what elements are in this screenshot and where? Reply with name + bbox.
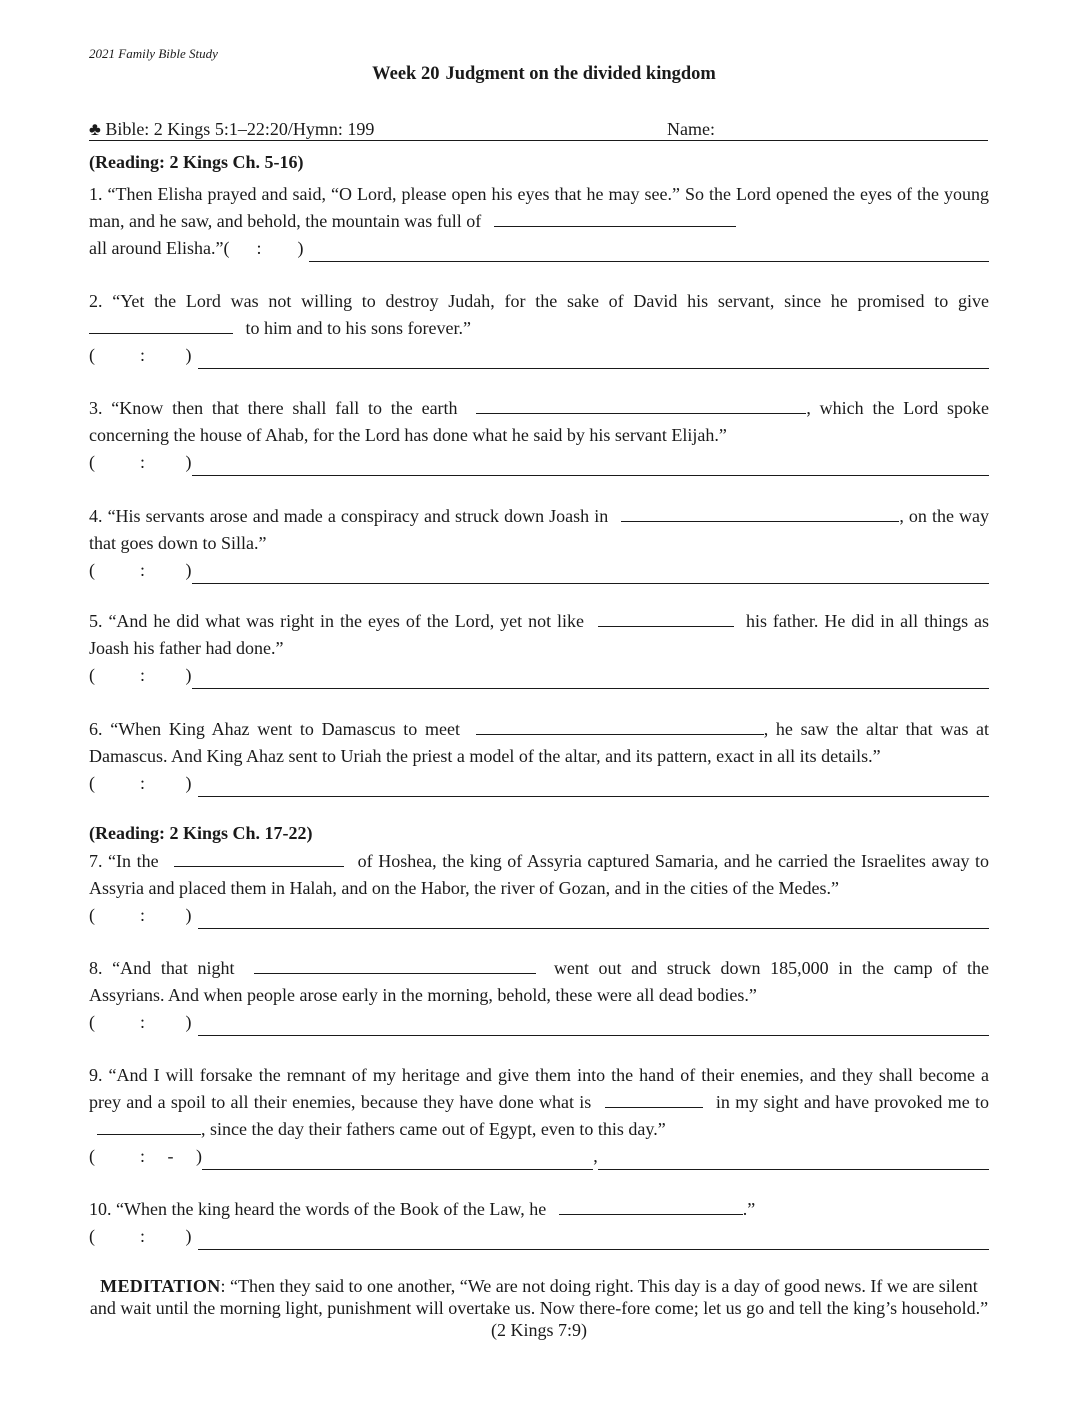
reference-close: ) <box>185 665 192 685</box>
section-heading-reading-2: (Reading: 2 Kings Ch. 17-22) <box>89 823 313 843</box>
question-text: , since the day their fathers came out of Egypt, even to this day.” <box>201 1119 666 1139</box>
answer-blank[interactable] <box>621 506 899 522</box>
answer-blank[interactable] <box>89 318 233 334</box>
series-label: 2021 Family Bible Study <box>89 46 218 61</box>
question-text: 1. “Then Elisha prayed and said, “O Lord, please open his eyes that he may see.” So the Lord opened the eyes of the young man, and he saw, and behold, the mountain was full of <box>89 184 989 231</box>
reference-open: ( <box>89 905 95 925</box>
name-label: Name: <box>667 119 715 139</box>
question-8 <box>89 955 989 1036</box>
reference-open: ( <box>89 452 95 472</box>
answer-blank[interactable] <box>605 1092 703 1108</box>
question-text: 8. “And that night <box>89 958 235 978</box>
reference-open: ( <box>89 345 95 365</box>
reference-open: ( <box>89 560 95 580</box>
question-text: 3. “Know then that there shall fall to the earth <box>89 398 458 418</box>
question-2 <box>89 288 989 369</box>
question-text: 6. “When King Ahaz went to Damascus to meet <box>89 719 460 739</box>
verse-answer-line[interactable] <box>309 243 989 262</box>
answer-blank[interactable] <box>494 211 736 227</box>
reference-close: ) <box>185 452 192 472</box>
reference-close: ) <box>196 1146 203 1166</box>
reference-row <box>89 902 989 929</box>
week-label: Week 20 <box>372 64 440 84</box>
question-3 <box>89 395 989 476</box>
meditation-label: MEDITATION <box>100 1276 221 1296</box>
question-text: of Hoshea, the king of Assyria captured Samaria, and he carried the Israelites away to Assyria and placed them in Halah, and on the Habor, the river of Gozan, and in the cities of the Medes.” <box>89 851 989 898</box>
question-text: , he saw the altar that was at Damascus. And King Ahaz sent to Uriah the priest a model of the altar, and its pattern, exact in all its details.” <box>89 719 990 766</box>
question-4 <box>89 503 989 584</box>
verse-answer-line[interactable] <box>192 670 989 689</box>
reference-close: ) <box>185 1226 192 1246</box>
reference-colon: : <box>256 238 262 258</box>
answer-blank[interactable] <box>559 1199 743 1215</box>
reference-row <box>89 342 989 369</box>
reference-row <box>89 449 989 476</box>
reference-colon: : <box>140 452 146 472</box>
question-text: 2. “Yet the Lord was not willing to destroy Judah, for the sake of David his servant, since he promised to give <box>89 291 989 311</box>
reference-close: ) <box>185 345 192 365</box>
question-text: , which the Lord spoke concerning the house of Ahab, for the Lord has done what he said by his servant Elijah.” <box>89 398 990 445</box>
reference-open: ( <box>89 1146 95 1166</box>
reference-row <box>89 557 989 584</box>
verse-answer-line[interactable] <box>198 1231 989 1250</box>
answer-blank[interactable] <box>476 398 806 414</box>
answer-blank[interactable] <box>254 958 536 974</box>
reference-colon: : <box>140 773 146 793</box>
question-text: 7. “In the <box>89 851 159 871</box>
bible-reference: ♣ Bible: 2 Kings 5:1–22:20/Hymn: 199 <box>89 119 375 139</box>
question-5 <box>89 608 989 689</box>
reference-dash: - <box>167 1146 174 1166</box>
reference-close: ) <box>297 238 304 258</box>
question-10 <box>89 1196 989 1250</box>
question-text: .” <box>742 1199 756 1219</box>
reference-row <box>89 1143 989 1170</box>
verse-answer-line[interactable] <box>198 1017 989 1036</box>
reference-row <box>89 1223 989 1250</box>
reference-colon: : <box>140 1226 146 1246</box>
verse-answer-line[interactable] <box>202 1151 593 1170</box>
reference-row <box>89 662 989 689</box>
reference-colon: : <box>140 1146 146 1166</box>
question-text: 9. “And I will forsake the remnant of my heritage and give them into the hand of their enemies, and they shall become a prey and a spoil to all their enemies, because they have done what is <box>89 1065 989 1112</box>
meditation-block <box>89 1275 989 1341</box>
question-6 <box>89 716 989 797</box>
reference-row <box>89 1009 989 1036</box>
verse-answer-line[interactable] <box>192 457 989 476</box>
answer-blank[interactable] <box>476 719 764 735</box>
question-text: to him and to his sons forever.” <box>245 318 471 338</box>
question-text: went out and struck down 185,000 in the camp of the Assyrians. And when people arose early in the morning, behold, these were all dead bodies.” <box>89 958 989 1005</box>
verse-answer-line[interactable] <box>198 910 989 929</box>
answer-blank[interactable] <box>174 851 344 867</box>
meditation-text: : “Then they said to one another, “We are not doing right. This day is a day of good news. If we are silent and wait until the morning light, punishment will overtake us. Now there-fore come; let us go and tell the king’s household.” (2 Kings 7:9) <box>89 1276 989 1340</box>
question-text: 10. “When the king heard the words of the Book of the Law, he <box>89 1199 547 1219</box>
reference-row <box>89 770 989 797</box>
question-9 <box>89 1062 989 1170</box>
reference-open: ( <box>89 1226 95 1246</box>
verse-answer-line[interactable] <box>198 350 989 369</box>
answer-blank[interactable] <box>97 1119 201 1135</box>
reference-colon: : <box>140 1012 146 1032</box>
reference-close: ) <box>185 773 192 793</box>
reference-colon: : <box>140 665 146 685</box>
question-text: in my sight and have provoked me to <box>715 1092 990 1112</box>
verse-answer-line-2[interactable] <box>598 1151 989 1170</box>
question-text: all around Elisha.”( <box>89 238 230 258</box>
page-title <box>0 64 1088 85</box>
reference-open: ( <box>89 665 95 685</box>
title-text: Judgment on the divided kingdom <box>445 64 716 84</box>
question-text: , on the way that goes down to Silla.” <box>89 506 990 553</box>
reference-colon: : <box>140 345 146 365</box>
reference-row <box>89 235 989 262</box>
meta-line <box>89 119 988 143</box>
question-7 <box>89 848 989 929</box>
verse-answer-line[interactable] <box>198 778 989 797</box>
name-field[interactable] <box>89 140 988 141</box>
reference-open: ( <box>89 773 95 793</box>
reference-open: ( <box>89 1012 95 1032</box>
reference-close: ) <box>185 1012 192 1032</box>
reference-comma: , <box>593 1146 598 1166</box>
question-1 <box>89 181 989 262</box>
section-heading-reading-1: (Reading: 2 Kings Ch. 5-16) <box>89 152 304 172</box>
reference-colon: : <box>140 905 146 925</box>
reference-colon: : <box>140 560 146 580</box>
verse-answer-line[interactable] <box>192 565 989 584</box>
reference-close: ) <box>185 560 192 580</box>
question-text: his father. He did in all things as Joash his father had done.” <box>89 611 990 658</box>
reference-close: ) <box>185 905 192 925</box>
question-text: 5. “And he did what was right in the eyes of the Lord, yet not like <box>89 611 585 631</box>
answer-blank[interactable] <box>598 611 734 627</box>
question-text: 4. “His servants arose and made a conspiracy and struck down Joash in <box>89 506 609 526</box>
